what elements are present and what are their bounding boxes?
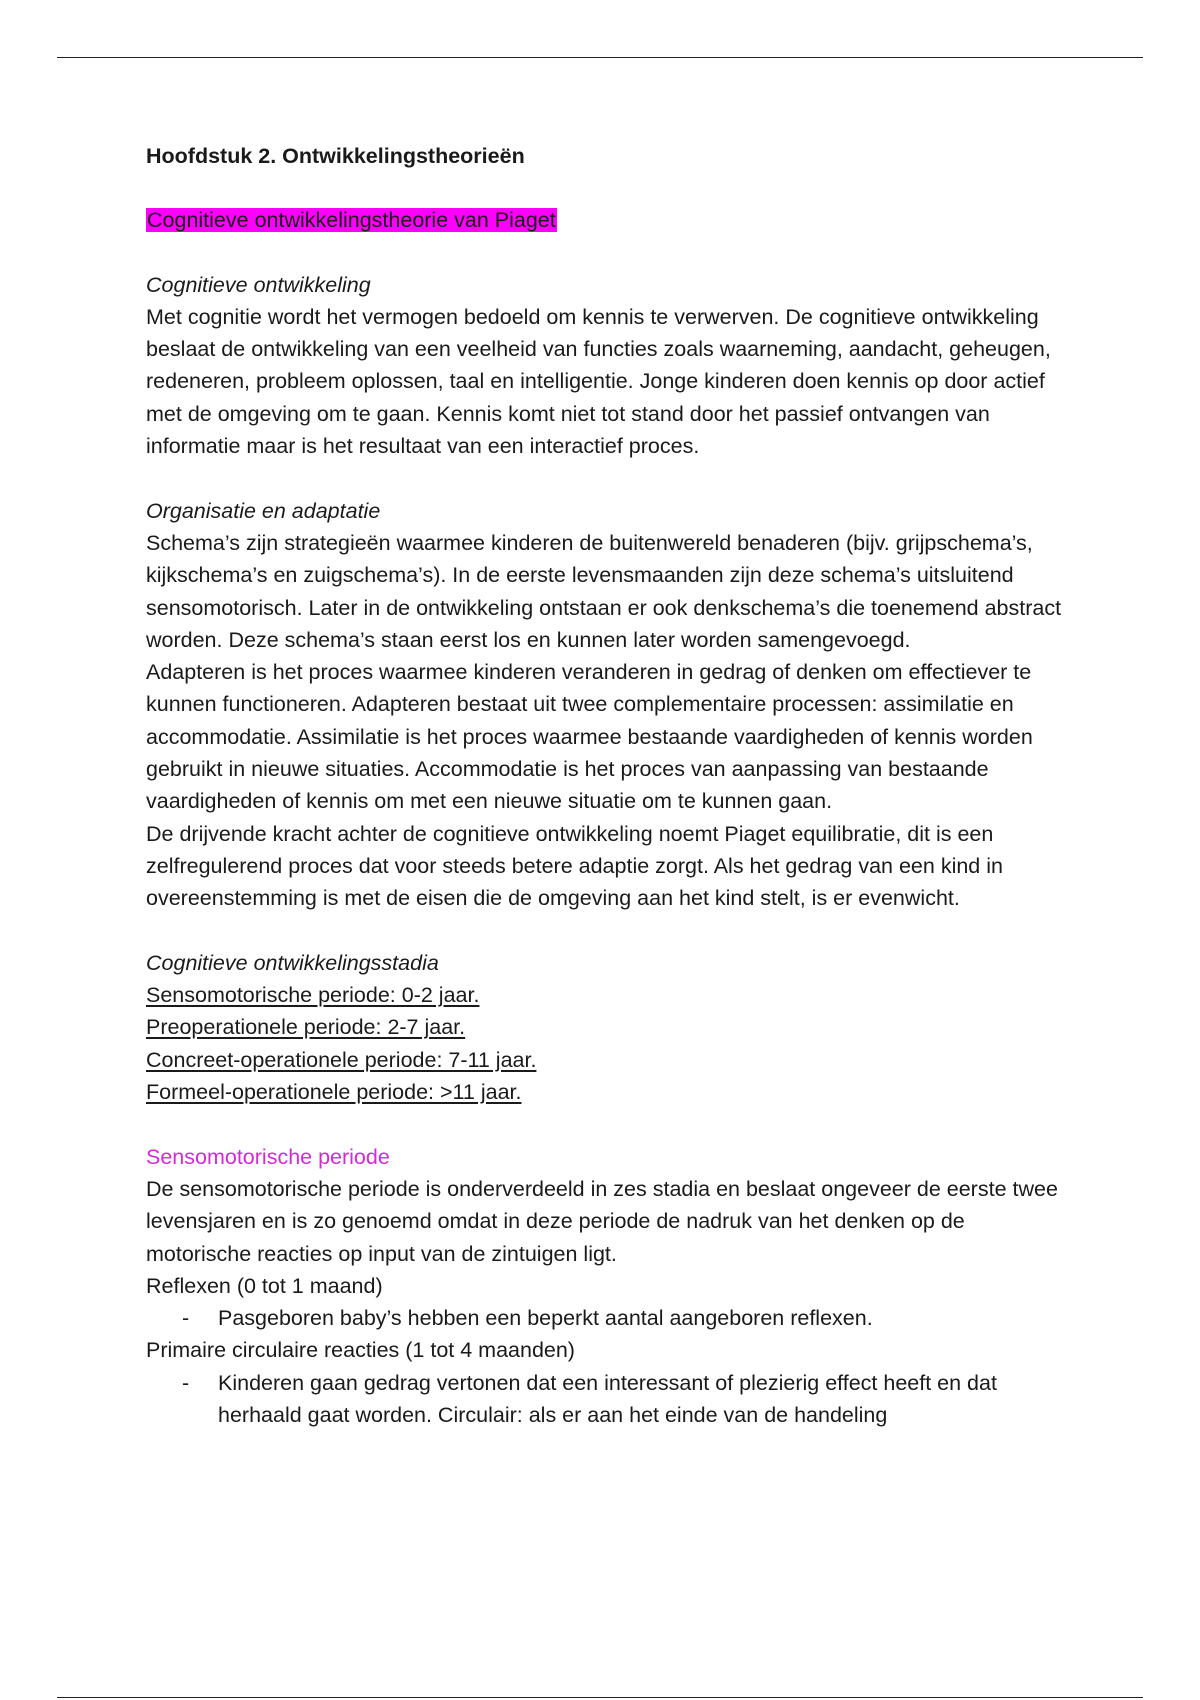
spacer [146,1108,1071,1140]
top-page-rule [57,57,1143,58]
chapter-title: Hoofdstuk 2. Ontwikkelingstheorieën [146,144,525,168]
bullet-text: Pasgeboren baby’s hebben een beperkt aantal aangeboren reflexen. [218,1306,873,1331]
schemas-paragraph: Schema’s zijn strategieën waarmee kinderen de buitenwereld benaderen (bijv. grijpschema’s, kijkschema’s en zuigschema’s). In de eerste levensmaanden zijn deze schema’s uitsluitend sensomotorisch. Later in de ontwikkeling ontstaan er ook denkschema’s die toenemend abstract worden. Deze schema’s staan eerst los en kunnen later worden samengevoegd. [146,530,1062,652]
stage-item [146,1044,1071,1076]
equilibration-paragraph: De drijvende kracht achter de cognitieve ontwikkeling noemt Piaget equilibratie, dit is een zelfregulerend proces dat voor steeds betere adaptie zorgt. Als het gedrag van een kind in overeenstemming is met de eisen die de omgeving aan het kind stelt, is er evenwicht. [146,821,1003,911]
document-body [146,140,1071,1431]
dash-bullet-icon: - [182,1370,190,1395]
bullet-text: Kinderen gaan gedrag vertonen dat een interessant of plezierig effect heeft en dat herhaald gaat worden. Circulair: als er aan het einde van de handeling [218,1370,997,1427]
spacer [146,915,1071,947]
bottom-page-rule [57,1697,1143,1698]
sensorimotor-intro: De sensomotorische periode is onderverdeeld in zes stadia en beslaat ongeveer de eerste twee levensjaren en is zo genoemd omdat in deze periode de nadruk van het denken op de motorische reacties op input van de zintuigen ligt. [146,1176,1058,1266]
organisation-heading: Organisatie en adaptatie [146,498,381,523]
section-heading-highlight: Cognitieve ontwikkelingstheorie van Piaget [147,208,556,232]
stage-item [146,1076,1071,1108]
sensorimotor-heading: Sensomotorische periode [146,1144,390,1169]
stage-item [146,979,1071,1011]
cognitive-development-paragraph: Met cognitie wordt het vermogen bedoeld om kennis te verwerven. De cognitieve ontwikkeling beslaat de ontwikkeling van een veelheid van functies zoals waarneming, aandacht, geheugen, redeneren, probleem oplossen, taal en intelligentie. Jonge kinderen doen kennis op door actief met de omgeving om te gaan. Kennis komt niet tot stand door het passief ontvangen van informatie maar is het resultaat van een interactief proces. [146,304,1051,459]
bullet-item [146,1367,1071,1432]
section-heading [146,204,1071,236]
stage-item-label: Preoperationele periode: 2-7 jaar. [146,1015,466,1040]
substage-primary-circular: Primaire circulaire reacties (1 tot 4 maanden) [146,1338,575,1363]
adaptation-paragraph: Adapteren is het proces waarmee kinderen veranderen in gedrag of denken om effectiever te kunnen functioneren. Adapteren bestaat uit twee complementaire processen: assimilatie en accommodatie. Assimilatie is het proces waarmee bestaande vaardigheden of kennis worden gebruikt in nieuwe situaties. Accommodatie is het proces van aanpassing van bestaande vaardigheden of kennis om met een nieuwe situatie om te kunnen gaan. [146,660,1033,814]
stage-item-label: Sensomotorische periode: 0-2 jaar. [146,983,480,1008]
stage-item-label: Formeel-operationele periode: >11 jaar. [146,1080,522,1105]
spacer [146,236,1071,268]
spacer [146,462,1071,494]
substage-reflexes: Reflexen (0 tot 1 maand) [146,1273,383,1298]
stage-item [146,1011,1071,1043]
stage-item-label: Concreet-operationele periode: 7-11 jaar. [146,1047,537,1072]
cognitive-development-heading: Cognitieve ontwikkeling [146,272,371,297]
stages-heading: Cognitieve ontwikkelingsstadia [146,950,439,975]
dash-bullet-icon: - [182,1306,190,1331]
bullet-item [146,1302,1071,1334]
